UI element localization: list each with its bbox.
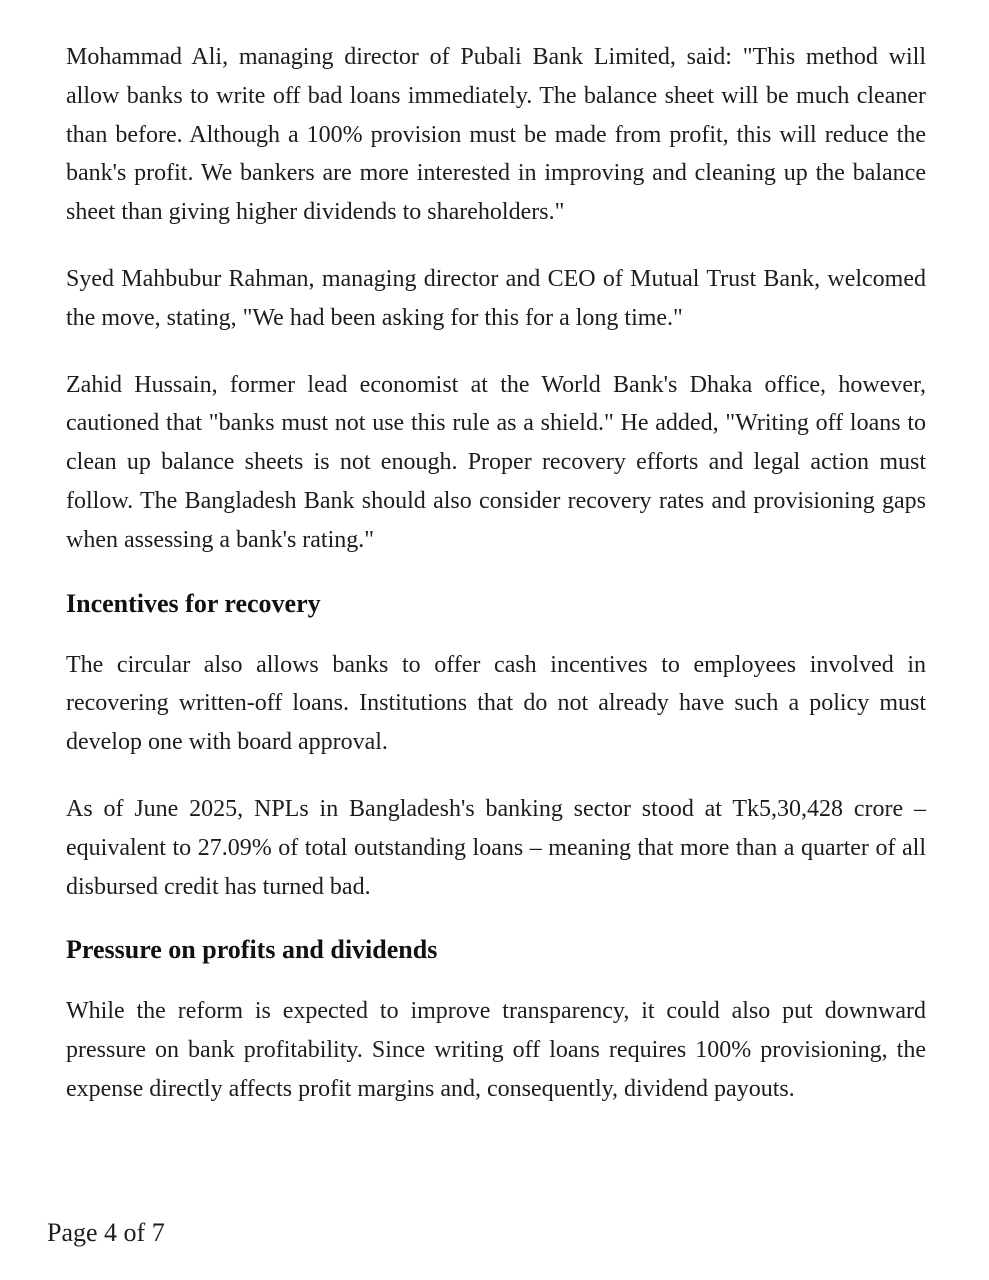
paragraph-cash-incentives: The circular also allows banks to offer cash incentives to employees involved in recovering written-off loans. Institutions that do not already have such a policy must develop one with board approval. (66, 651, 926, 756)
paragraph-npl-statistics: As of June 2025, NPLs in Bangladesh's banking sector stood at Tk5,30,428 crore – equivalent to 27.09% of total outstanding loans – meaning that more than a quarter of all disbursed credit has turned bad. (66, 795, 926, 900)
paragraph-profitability-impact: While the reform is expected to improve transparency, it could also put downward pressure on bank profitability. Since writing off loans requires 100% provisioning, the expense directly affects profit margins and, consequently, dividend payouts. (66, 998, 926, 1102)
section-heading-pressure-on-profits: Pressure on profits and dividends (66, 935, 438, 965)
page-number-indicator: Page 4 of 7 (47, 1218, 165, 1247)
section-heading-incentives-for-recovery: Incentives for recovery (66, 588, 321, 618)
article-body (66, 38, 926, 1137)
paragraph-pubali-bank-quote: Mohammad Ali, managing director of Pubali Bank Limited, said: "This method will allow banks to write off bad loans immediately. The balance sheet will be much cleaner than before. Although a 100% provision must be made from profit, this will reduce the bank's profit. We bankers are more interested in improving and cleaning up the balance sheet than giving higher dividends to shareholders." (66, 44, 926, 226)
page-footer (47, 1216, 165, 1250)
paragraph-mutual-trust-quote: Syed Mahbubur Rahman, managing director and CEO of Mutual Trust Bank, welcomed the move, stating, "We had been asking for this for a long time." (66, 265, 926, 331)
paragraph-world-bank-economist-quote: Zahid Hussain, former lead economist at the World Bank's Dhaka office, however, cautioned that "banks must not use this rule as a shield." He added, "Writing off loans to clean up balance sheets is not enough. Proper recovery efforts and legal action must follow. The Bangladesh Bank should also consider recovery rates and provisioning gaps when assessing a bank's rating." (66, 371, 926, 553)
